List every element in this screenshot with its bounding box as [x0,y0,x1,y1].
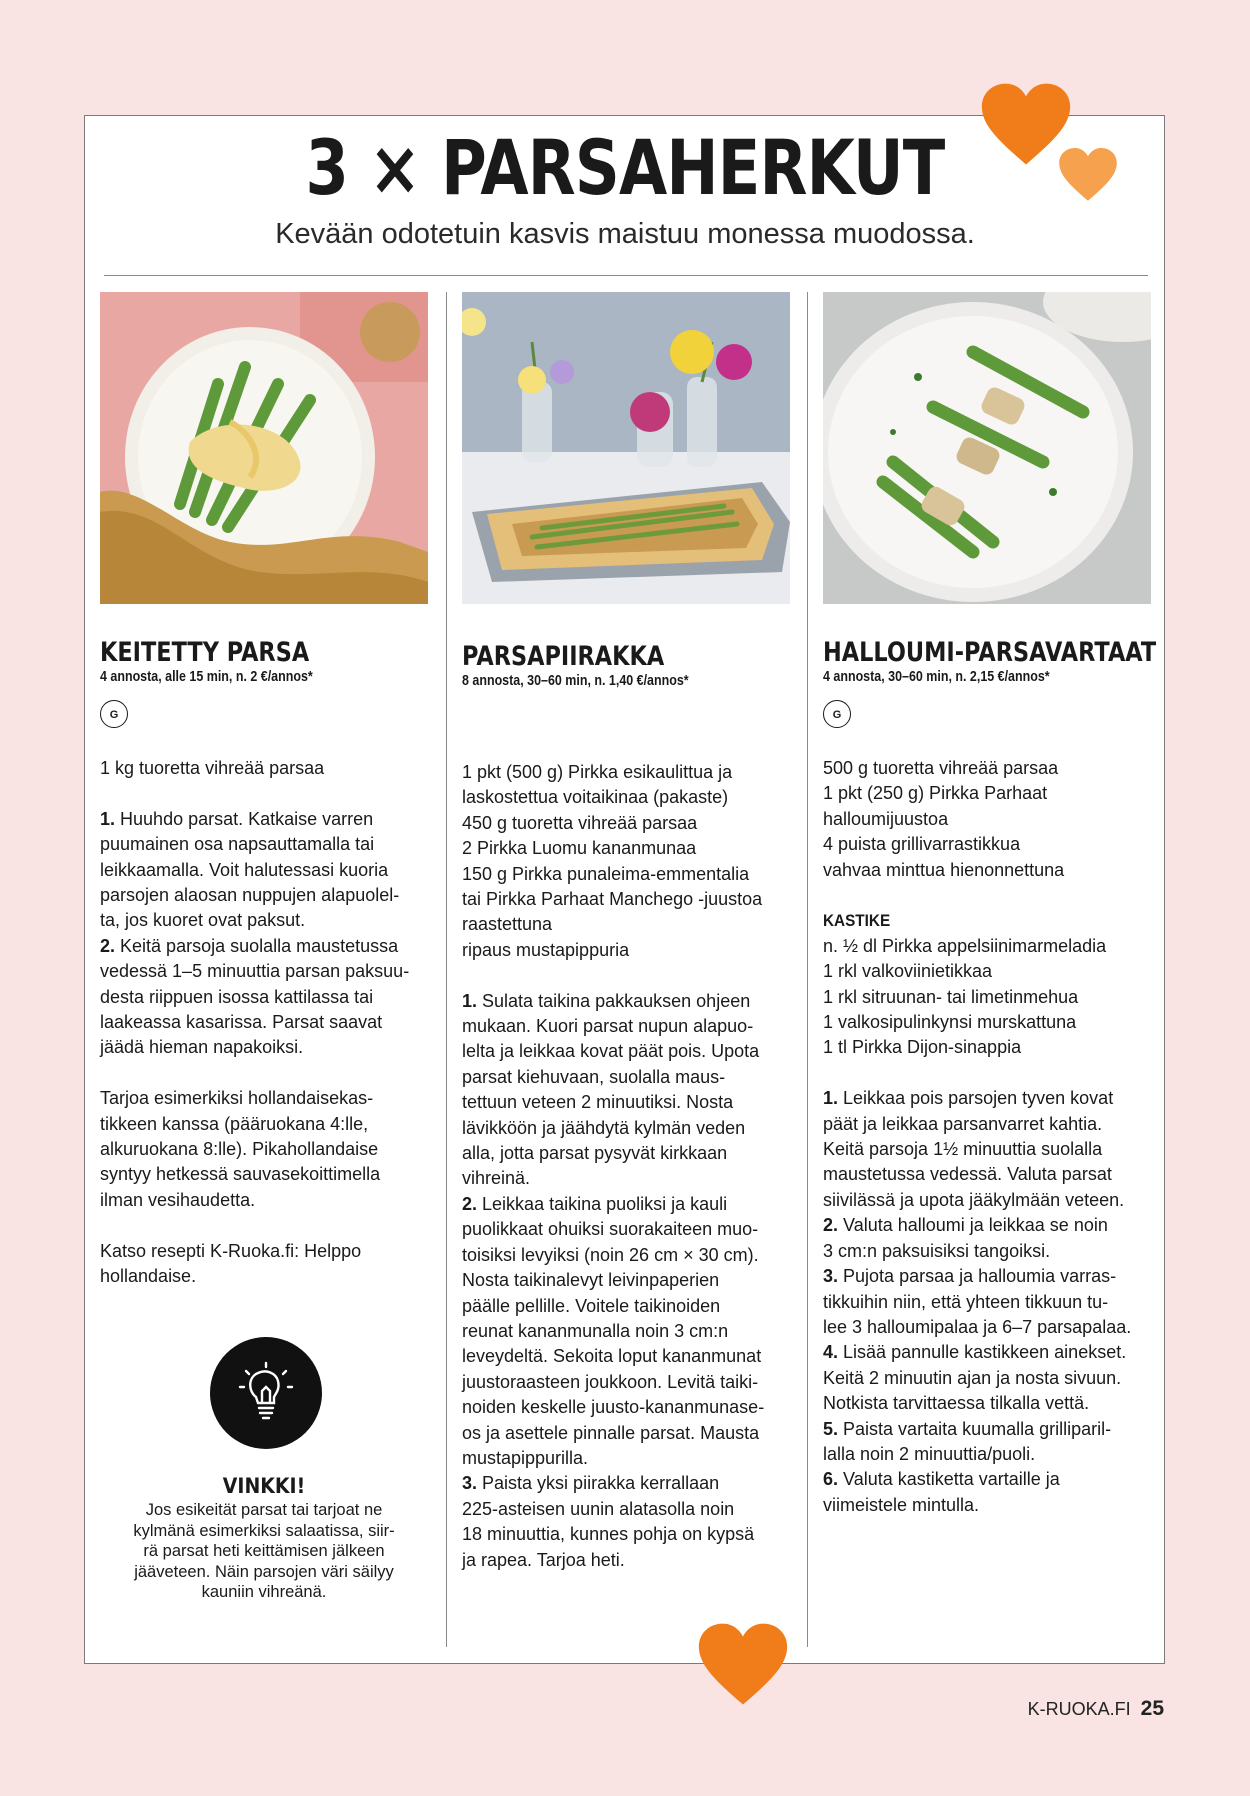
column-divider [807,292,808,1647]
text-line: mukaan. Kuori parsat nupun alapuo- [462,1016,754,1037]
text-line: tikkeen kanssa (pääruokana 4:lle, [100,1113,369,1134]
step-line: 2. Valuta halloumi ja leikkaa se noin [823,1215,1108,1236]
text-line: juustoraasteen joukkoon. Levitä taiki- [462,1371,759,1392]
recipe-photo [100,292,428,604]
text-line: leveydeltä. Sekoita loput kananmunat [462,1346,762,1367]
text-line: Katso resepti K-Ruoka.fi: Helppo [100,1240,362,1261]
text-line: reunat kananmunalla noin 3 cm:n [462,1320,729,1341]
step-line: 5. Paista vartaita kuumalla grilliparil- [823,1418,1112,1439]
text-line: 18 minuuttia, kunnes pohja on kypsä [462,1524,755,1545]
ingredient-line: 1 rkl sitruunan- tai limetinmehua [823,986,1079,1007]
text-line: tikkuihin niin, että yhteen tikkuun tu- [823,1291,1109,1312]
tip-line: rä parsat heti keittämisen jälkeen [143,1542,385,1560]
text-line: os ja asettele pinnalle parsat. Mausta [462,1422,760,1443]
site-link[interactable]: K-RUOKA.FI [1027,1699,1131,1719]
text-line: 225-asteisen uunin alatasolla noin [462,1498,735,1519]
recipe-meta: 4 annosta, alle 15 min, n. 2 €/annos* [100,669,313,685]
gluten-free-badge: G [823,700,851,728]
ingredient-line: vahvaa minttua hienonnettuna [823,859,1065,880]
text-line: siivilässä ja upota jääkylmään veteen. [823,1189,1125,1210]
text-line: päät ja leikkaa parsanvarret kahtia. [823,1113,1103,1134]
lightbulb-icon [236,1361,296,1425]
sauce-heading: KASTIKE [823,911,891,931]
text-line: jäädä hieman napakoiksi. [100,1037,304,1058]
recipe-text [823,756,1151,1518]
tip-line: kauniin vihreänä. [201,1583,327,1601]
column-divider [446,292,447,1647]
recipe-meta: 4 annosta, 30–60 min, n. 2,15 €/annos* [823,669,1050,685]
ingredient-line: 150 g Pirkka punaleima-emmentalia [462,863,750,884]
page-title: 3 × PARSAHERKUT [305,123,945,212]
step-number: 1. [823,1088,839,1109]
recipe-column [462,292,790,1573]
text-line: ja rapea. Tarjoa heti. [462,1549,625,1570]
recipe-text [100,756,428,1289]
step-line: 3. Paista yksi piirakka kerrallaan [462,1473,720,1494]
recipe-meta: 8 annosta, 30–60 min, n. 1,40 €/annos* [462,673,689,689]
text-line: laakeassa kasarissa. Parsat saavat [100,1012,383,1033]
ingredient-line: raastettuna [462,914,553,935]
text-line: vedessä 1–5 minuuttia parsan paksuu- [100,961,410,982]
step-line: 6. Valuta kastiketta vartaille ja [823,1469,1060,1490]
gluten-free-badge: G [100,700,128,728]
text-line: lävikköön ja jäähdytä kylmän veden [462,1117,746,1138]
text-line: lee 3 halloumipalaa ja 6–7 parsapalaa. [823,1316,1132,1337]
step-number: 2. [823,1215,839,1236]
step-line: 1. Sulata taikina pakkauksen ohjeen [462,990,751,1011]
recipe-text [462,760,790,1573]
ingredient-line: 1 kg tuoretta vihreää parsaa [100,758,325,778]
text-line: Nosta taikinalevyt leivinpaperien [462,1270,720,1291]
recipe-photo [462,292,790,604]
text-line: toisiksi levyiksi (noin 26 cm × 30 cm). [462,1244,759,1265]
text-line: Notkista tarvittaessa tilkalla vettä. [823,1393,1090,1414]
text-line: lelta ja leikkaa kovat päät pois. Upota [462,1041,760,1062]
text-line: alla, jotta parsat pysyvät kirkkaan [462,1143,728,1164]
recipe-title: PARSAPIIRAKKA [462,641,665,672]
heart-icon [697,1622,789,1708]
text-line: maustetussa vedessä. Valuta parsat [823,1164,1112,1185]
tip-badge [210,1337,322,1449]
ingredient-line: 1 rkl valkoviinietikkaa [823,961,993,982]
recipe-title: HALLOUMI-PARSAVARTAAT [823,637,1157,668]
step-number: 5. [823,1418,839,1439]
text-line: 3 cm:n paksuisiksi tangoiksi. [823,1240,1051,1261]
text-line: syntyy hetkessä sauvasekoittimella [100,1164,381,1185]
step-number: 1. [100,808,116,829]
ingredient-line: tai Pirkka Parhaat Manchego -juustoa [462,889,763,910]
ingredient-line: 4 puista grillivarrastikkua [823,834,1021,855]
text-line: parsojen alaosan nuppujen alapuolel- [100,885,400,906]
tip-line: kylmänä esimerkiksi salaatissa, siir- [133,1521,395,1540]
ingredient-line: 2 Pirkka Luomu kananmunaa [462,838,697,859]
ingredient-line: laskostettua voitaikinaa (pakaste) [462,787,729,808]
tip-text [100,1500,428,1603]
step-line: 1. Leikkaa pois parsojen tyven kovat [823,1088,1114,1109]
text-line: päälle pellille. Voitele taikinoiden [462,1295,721,1316]
step-number: 2. [100,935,116,956]
page-number: 25 [1140,1697,1164,1720]
page-subtitle: Kevään odotetuin kasvis maistuu monessa muodossa. [275,218,975,250]
text-line: puumainen osa napsauttamalla tai [100,834,375,855]
text-line: Keitä parsoja 1½ minuuttia suolalla [823,1139,1103,1160]
text-line: vihreinä. [462,1168,531,1189]
step-line: 2. Keitä parsoja suolalla maustetussa [100,935,399,956]
ingredient-line: n. ½ dl Pirkka appelsiinimarmeladia [823,935,1107,956]
ingredient-line: 450 g tuoretta vihreää parsaa [462,812,698,833]
ingredient-line: 1 pkt (250 g) Pirkka Parhaat [823,783,1048,804]
recipe-photo [823,292,1151,604]
ingredient-line: 500 g tuoretta vihreää parsaa [823,758,1059,778]
tip-line: jääveteen. Näin parsojen väri säilyy [134,1562,394,1581]
step-number: 3. [823,1266,839,1287]
step-line: 3. Pujota parsaa ja halloumia varras- [823,1266,1117,1287]
text-line: hollandaise. [100,1266,197,1287]
text-line: noiden keskelle juusto-kananmunase- [462,1397,765,1418]
ingredient-line: 1 pkt (500 g) Pirkka esikaulittua ja [462,762,733,782]
text-line: tettuun veteen 2 minuutiksi. Nosta [462,1092,734,1113]
text-line: parsat kiehuvaan, suolalla maus- [462,1066,726,1087]
ingredient-line: 1 valkosipulinkynsi murskattuna [823,1012,1077,1033]
step-line: 4. Lisää pannulle kastikkeen ainekset. [823,1342,1127,1363]
ingredient-line: 1 tl Pirkka Dijon-sinappia [823,1037,1022,1058]
text-line: viimeistele mintulla. [823,1494,980,1515]
divider [104,275,1148,276]
recipe-column [100,292,428,1289]
step-number: 3. [462,1473,478,1494]
text-line: ta, jos kuoret ovat paksut. [100,910,306,931]
text-line: leikkaamalla. Voit halutessasi kuoria [100,859,389,880]
text-line: mustapippurilla. [462,1447,589,1468]
text-line: Keitä 2 minuutin ajan ja nosta sivuun. [823,1367,1122,1388]
text-line: ilman vesihaudetta. [100,1189,256,1210]
step-number: 6. [823,1469,839,1490]
text-line: lalla noin 2 minuuttia/puoli. [823,1443,1036,1464]
step-line: 1. Huuhdo parsat. Katkaise varren [100,808,374,829]
recipe-title: KEITETTY PARSA [100,637,310,668]
page-footer [1028,1697,1164,1721]
text-line: Tarjoa esimerkiksi hollandaisekas- [100,1088,374,1109]
recipe-column [823,292,1157,1518]
step-number: 2. [462,1193,478,1214]
tip-line: Jos esikeität parsat tai tarjoat ne [145,1501,383,1519]
step-number: 4. [823,1342,839,1363]
text-line: alkuruokana 8:lle). Pikahollandaise [100,1139,379,1160]
step-line: 2. Leikkaa taikina puoliksi ja kauli [462,1193,728,1214]
text-line: puolikkaat ohuiksi suorakaiteen muo- [462,1219,759,1240]
tip-title: VINKKI! [222,1474,306,1498]
ingredient-line: ripaus mustapippuria [462,939,630,960]
text-line: desta riippuen isossa kattilassa tai [100,986,374,1007]
ingredient-line: halloumijuustoa [823,808,949,829]
step-number: 1. [462,990,478,1011]
